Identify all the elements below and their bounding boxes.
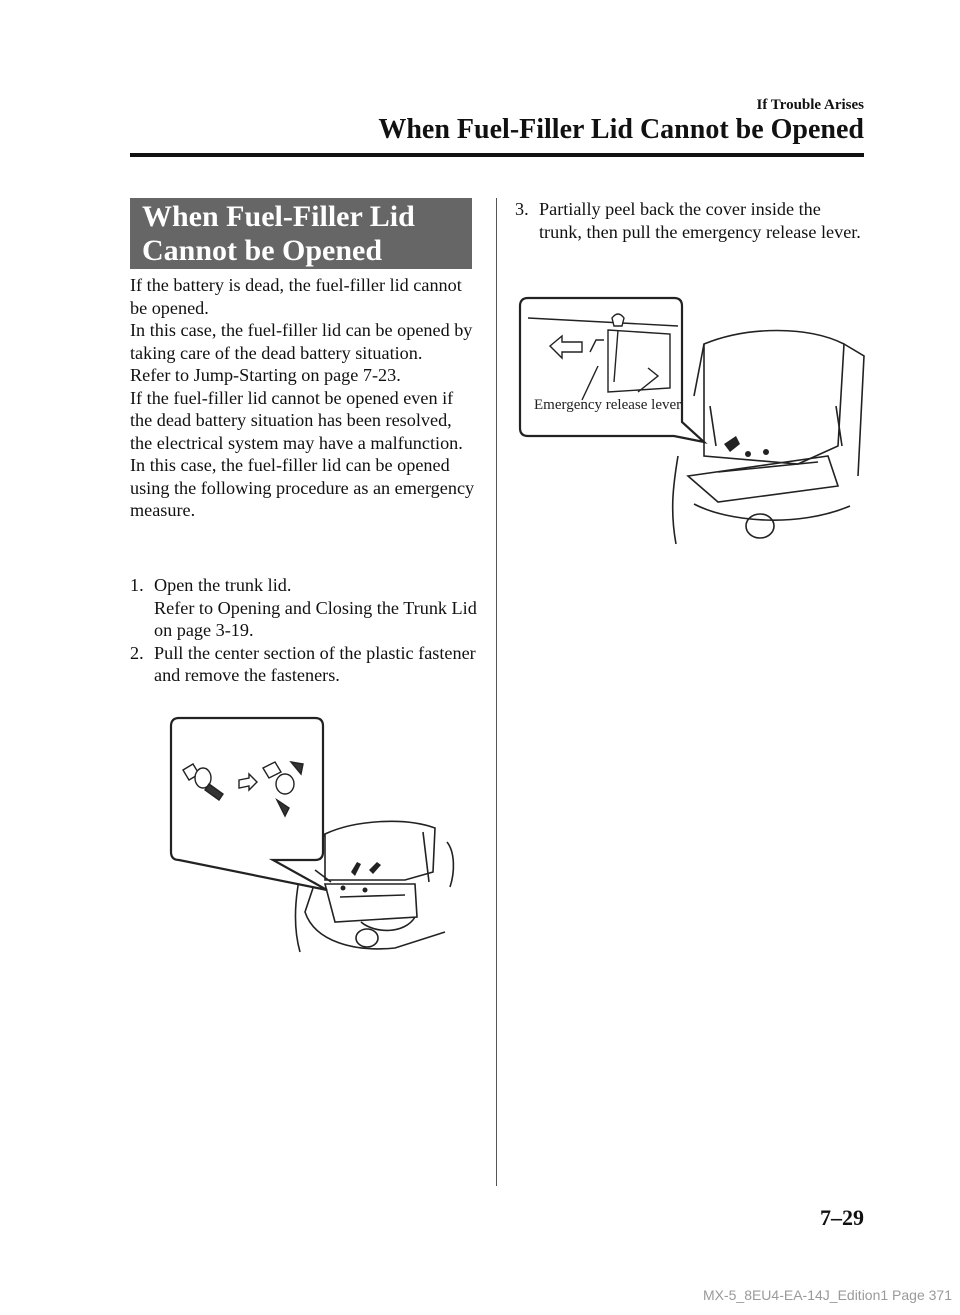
running-header-section: If Trouble Arises (756, 97, 864, 113)
procedure-step-3 (515, 198, 865, 243)
step-number: 1. (130, 575, 144, 595)
watermark-footer: MX-5_8EU4-EA-14J_Edition1 Page 371 (702, 1287, 952, 1303)
header-rule (130, 153, 864, 157)
emergency-lever-illustration (498, 296, 866, 552)
step-text: Open the trunk lid. (154, 575, 292, 595)
fastener-removal-illustration (165, 712, 457, 968)
step-number: 3. (515, 199, 529, 219)
procedure-steps (130, 574, 480, 687)
intro-paragraph: In this case, the fuel-filler lid can be opened by taking care of the dead battery situation. (130, 320, 473, 363)
intro-text (130, 274, 475, 522)
step-2 (130, 642, 480, 687)
intro-paragraph: If the fuel-filler lid cannot be opened even if the dead battery situation has been resolved, the electrical system may have a malfunction. (130, 387, 463, 453)
running-header-title: When Fuel-Filler Lid Cannot be Opened (378, 114, 864, 145)
step-3 (515, 198, 865, 243)
intro-paragraph: In this case, the fuel-filler lid can be opened using the following procedure as an emergency measure. (130, 455, 475, 520)
intro-paragraph: If the battery is dead, the fuel-filler lid cannot be opened. (130, 275, 462, 318)
banner-line-1: When Fuel-Filler Lid (142, 200, 415, 233)
step-text: Refer to Opening and Closing the Trunk Lid on page 3-19. (154, 597, 477, 640)
page-number: 7–29 (820, 1205, 864, 1230)
step-text: Pull the center section of the plastic fastener and remove the fasteners. (154, 642, 476, 685)
intro-paragraph: Refer to Jump-Starting on page 7-23. (130, 365, 401, 385)
column-divider (496, 198, 497, 1186)
banner-line-2: Cannot be Opened (142, 234, 383, 267)
step-text: Partially peel back the cover inside the trunk, then pull the emergency release lever. (539, 199, 861, 242)
section-banner (130, 198, 472, 269)
step-number: 2. (130, 642, 144, 663)
callout-label: Emergency release lever (534, 397, 682, 413)
step-1 (130, 574, 480, 642)
